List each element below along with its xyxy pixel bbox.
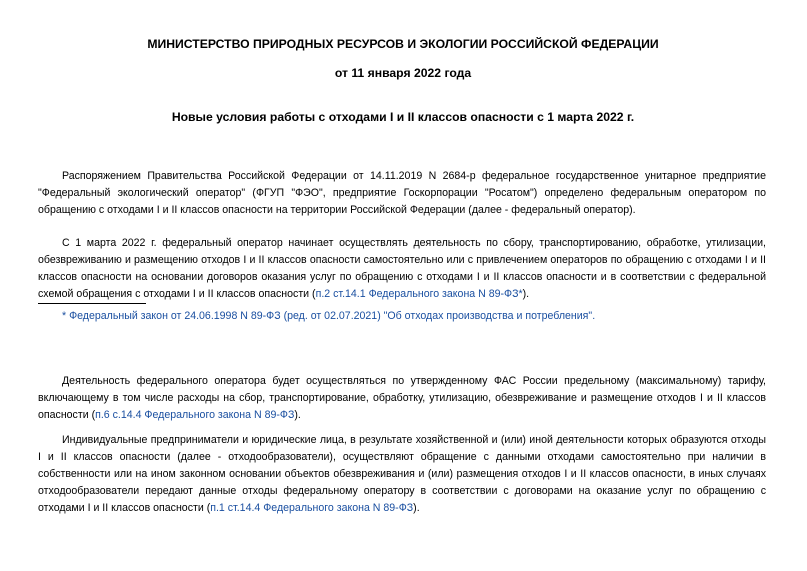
paragraph-1-text: Распоряжением Правительства Российской Федерации от 14.11.2019 N 2684-р федеральное государственное унитарное предприятие "Федеральный экологический оператор" (ФГУП "ФЭО", предприятие Госкорпорации "Росатом") определено федеральным оператором по обращению с отходами I и II классов опасности на территории Российской Федерации (далее - федеральный оператор). <box>38 170 766 216</box>
paragraph-4 <box>38 432 766 517</box>
paragraph-3-end: ). <box>294 409 301 421</box>
law-link-art-14-4-p6[interactable]: п.6 с.14.4 Федерального закона N 89-ФЗ <box>95 409 295 421</box>
document-date: от 11 января 2022 года <box>334 66 472 80</box>
footnote-law-link[interactable]: Федеральный закон от 24.06.1998 N 89-ФЗ (ред. от 02.07.2021) "Об отходах производства и потребления" <box>69 310 593 322</box>
footnote-end: . <box>592 310 596 322</box>
paragraph-4-end: ). <box>413 502 420 514</box>
paragraph-1 <box>38 168 766 219</box>
paragraph-3-text: Деятельность федерального оператора будет осуществляться по утвержденному ФАС России предельному (максимальному) тарифу, включающему в том числе расходы на сбор, транспортирование, обработку, утилизацию, обезвреживание и размещение отходов I и II классов опасности ( <box>38 375 766 421</box>
footnote-marker: * <box>62 310 70 322</box>
paragraph-2-end: ). <box>522 288 530 300</box>
law-link-art-14-4-p1[interactable]: п.1 ст.14.4 Федерального закона N 89-ФЗ <box>210 502 414 514</box>
ministry-title: МИНИСТЕРСТВО ПРИРОДНЫХ РЕСУРСОВ И ЭКОЛОГИИ РОССИЙСКОЙ ФЕДЕРАЦИИ <box>147 37 659 51</box>
footnote <box>62 308 595 325</box>
paragraph-4-text: Индивидуальные предприниматели и юридические лица, в результате хозяйственной и (или) иной деятельности которых образуются отходы I и II классов опасности (далее - отходообразователи), осуществляют обращение с данными отходами самостоятельно при наличии в собственности или на ином законном основании объектов обезвреживания и (или) размещения отходов I и II классов опасности, в иных случаях отходообразователи передают данные отходы федеральному оператору в соответствии с договорами на оказание услуг по обращению с отходами I и II классов опасности ( <box>38 434 766 514</box>
law-link-art-14-1[interactable]: п.2 ст.14.1 Федерального закона N 89-ФЗ* <box>315 288 523 300</box>
footnote-divider <box>38 303 146 304</box>
document-heading: Новые условия работы с отходами I и II классов опасности с 1 марта 2022 г. <box>171 110 635 124</box>
paragraph-2 <box>38 235 766 303</box>
paragraph-2-text: С 1 марта 2022 г. федеральный оператор начинает осуществлять деятельность по сбору, транспортированию, обработке, утилизации, обезвреживанию и размещению отходов I и II классов опасности самостоятельно или с привлечением операторов по обращению с отходами I и II классов опасности на основании договоров оказания услуг по обращению с отходами I и II классов опасности и в соответствии с федеральной схемой обращения с отходами I и II классов опасности ( <box>38 237 766 300</box>
paragraph-3 <box>38 373 766 424</box>
